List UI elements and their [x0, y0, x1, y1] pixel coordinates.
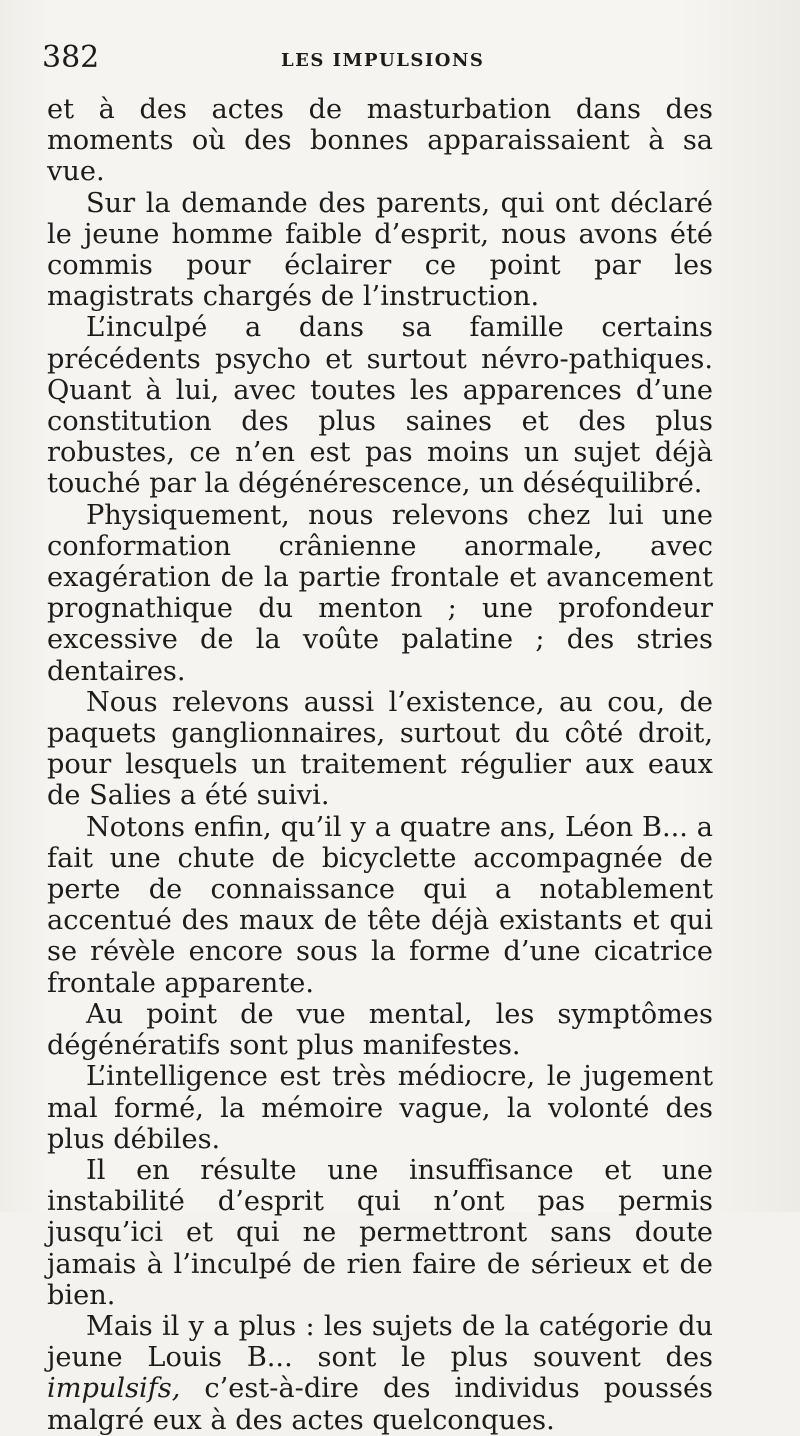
paragraph-text: Mais il y a plus : les sujets de la catégorie du jeune Louis B... sont le plus souvent des [47, 1310, 713, 1374]
running-head: LES IMPULSIONS [281, 50, 485, 71]
paragraph: Au point de vue mental, les symptômes dégénératifs sont plus manifestes. [47, 998, 713, 1062]
page-header [42, 40, 750, 80]
paragraph-continuation: et à des actes de masturbation dans des moments où des bonnes apparaissaient à sa vue. [47, 94, 713, 188]
paragraph: Notons enfin, qu’il y a quatre ans, Léon B... a fait une chute de bicyclette accompagnée de perte de connaissance qui a notablement accentué des maux de tête déjà existants et qui se révèle encore sous la forme d’une cicatrice frontale apparente. [47, 811, 713, 999]
paragraph: Il en résulte une insuffisance et une instabilité d’esprit qui n’ont pas permis jusqu’ici et qui ne permettront sans doute jamais à l’inculpé de rien faire de sérieux et de bien. [47, 1154, 713, 1311]
paragraph: Physiquement, nous relevons chez lui une conformation crânienne anormale, avec exagération de la partie frontale et avancement prognathique du menton ; une profondeur excessive de la voûte palatine ; des stries dentaires. [47, 499, 713, 687]
paragraph: L’inculpé a dans sa famille certains précédents psycho et surtout névro-pathiques. Quant à lui, avec toutes les apparences d’une constitution des plus saines et des plus robustes, ce n’en est pas moins un sujet déjà touché par la dégénérescence, un déséquilibré. [47, 312, 713, 500]
page-number: 382 [42, 40, 100, 75]
paragraph-text: c’est-à-dire des individus poussés malgré eux à des actes quelconques. [47, 1373, 713, 1436]
body-text [47, 94, 713, 1436]
paragraph: Nous relevons aussi l’existence, au cou, de paquets ganglionnaires, surtout du côté droit, pour lesquels un traitement régulier aux eaux de Salies a été suivi. [47, 686, 713, 812]
italic-term: impulsifs, [47, 1373, 181, 1405]
paragraph: Sur la demande des parents, qui ont déclaré le jeune homme faible d’esprit, nous avons été commis pour éclairer ce point par les magistrats chargés de l’instruction. [47, 187, 713, 313]
paragraph [47, 1311, 713, 1436]
paragraph: L’intelligence est très médiocre, le jugement mal formé, la mémoire vague, la volonté des plus débiles. [47, 1061, 713, 1155]
